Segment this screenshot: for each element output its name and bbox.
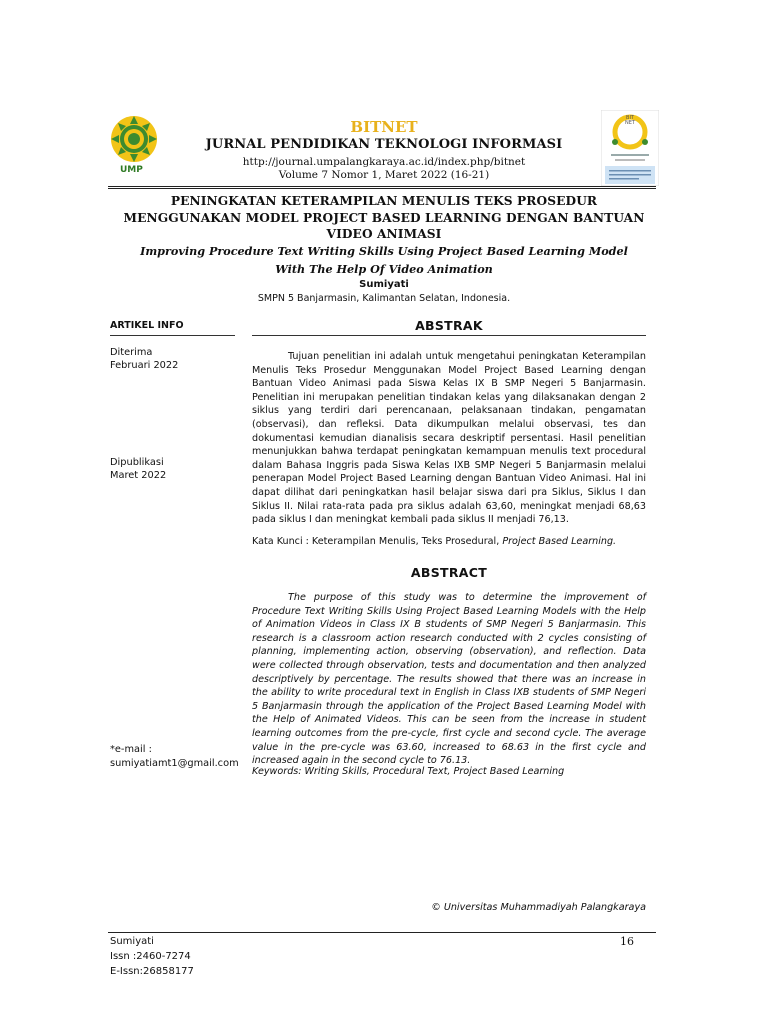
abstrak-text: Tujuan penelitian ini adalah untuk mengetahui peningkatan Keterampilan Menulis Teks Prosedur Menggunakan Model Project Based Learning dengan Bantuan Video Animasi pada Siswa Kelas IX B SMP Negeri 5 Banjarmasin. Penelitian ini merupakan penelitian tindakan kelas yang dilaksanakan dengan 2 siklus yang terdiri dari perencanaan, pelaksanaan tindakan, pengamatan (observasi), dan refleksi. Data dikumpulkan melalui observasi, tes dan dokumentasi kemudian dianalisis secara deskriptif persentasi. Hasil penelitian menunjukkan bahwa terdapat peningkatan kemampuan menulis text procedural dalam Bahasa Inggris pada Siswa Kelas IXB SMP Negeri 5 Banjarmasin melalui penerapan Model Project Based Learning dengan Bantuan Video Animasi. Hal ini dapat dilihat dari peningkatkan hasil belajar siswa dari pra Siklus, Siklus I dan Siklus II. Nilai rata-rata pada pra siklus adalah 63,60, meningkat menjadi 68,63 pada siklus I dan meningkat kembali pada siklus II menjadi 76,13. — [252, 351, 646, 526]
email-label: *e-mail : — [110, 744, 152, 755]
english-title-line-1: Improving Procedure Text Writing Skills Using Project Based Learning Model — [140, 244, 628, 258]
journal-full-name: JURNAL PENDIDIKAN TEKNOLOGI INFORMASI — [205, 137, 563, 152]
footer-eissn: E-Issn:26858177 — [110, 966, 194, 977]
abstrak-divider — [252, 335, 646, 336]
published-label: Dipublikasi — [110, 457, 164, 468]
author-name: Sumiyati — [359, 279, 409, 290]
abstract-text: The purpose of this study was to determine the improvement of Procedure Text Writing Skills Using Project Based Learning Models with the Help of Animation Videos in Class IX B students of SMP Negeri 5 Banjarmasin. This research is a classroom action research conducted with 2 cycles consisting of planning, implementing action, observing (observation), and reflection. Data were collected through observation, tests and documentation and then analyzed descriptively by percentage. The results showed that there was an increase in the ability to write procedural text in English in Class IXB students of SMP Negeri 5 Banjarmasin through the application of the Project Based Learning Model with the Help of Animated Videos. This can be seen from the increase in student learning outcomes from the pre-cycle, first cycle and second cycle. The average value in the pre-cycle was 63.60, increased to 68.63 in the first cycle and increased again in the second cycle to 76.13. — [252, 592, 646, 767]
abstrak-heading: ABSTRAK — [415, 318, 483, 333]
kata-kunci — [252, 536, 646, 547]
article-title-line-2: MENGGUNAKAN MODEL PROJECT BASED LEARNING DENGAN BANTUAN — [123, 211, 645, 225]
journal-name: BITNET — [350, 118, 418, 136]
abstract-heading: ABSTRACT — [410, 565, 488, 580]
ump-logo-label: UMP — [120, 165, 143, 175]
footer-author: Sumiyati — [110, 936, 154, 947]
bitnet-cover-label: BITNET — [625, 115, 635, 126]
author-email[interactable]: sumiyatiamt1@gmail.com — [110, 758, 239, 769]
kata-kunci-label: Kata Kunci : Keterampilan Menulis, Teks Prosedural, — [252, 536, 503, 547]
received-label: Diterima — [110, 347, 153, 358]
english-title-line-2: With The Help Of Video Animation — [275, 262, 493, 276]
abstrak-body — [252, 350, 646, 527]
author-affiliation: SMPN 5 Banjarmasin, Kalimantan Selatan, Indonesia. — [257, 293, 511, 304]
journal-url[interactable]: http://journal.umpalangkaraya.ac.id/index.php/bitnet — [242, 156, 526, 168]
page-number: 16 — [620, 935, 634, 948]
published-date: Maret 2022 — [110, 470, 167, 481]
footer-divider — [108, 932, 656, 933]
keywords: Keywords: Writing Skills, Procedural Text, Project Based Learning — [252, 766, 565, 777]
article-info-divider — [110, 335, 235, 336]
kata-kunci-italic: Project Based Learning. — [502, 536, 617, 547]
footer-issn: Issn :2460-7274 — [110, 951, 191, 962]
abstract-body — [252, 591, 646, 768]
header-divider — [108, 186, 656, 187]
article-info-heading: ARTIKEL INFO — [110, 320, 184, 331]
article-title-line-3: VIDEO ANIMASI — [326, 227, 442, 241]
header-divider-secondary — [108, 188, 656, 189]
received-date: Februari 2022 — [110, 360, 179, 371]
journal-volume: Volume 7 Nomor 1, Maret 2022 (16-21) — [278, 169, 490, 181]
copyright-notice: © Universitas Muhammadiyah Palangkaraya — [431, 902, 646, 913]
article-title-line-1: PENINGKATAN KETERAMPILAN MENULIS TEKS PROSEDUR — [170, 194, 598, 208]
